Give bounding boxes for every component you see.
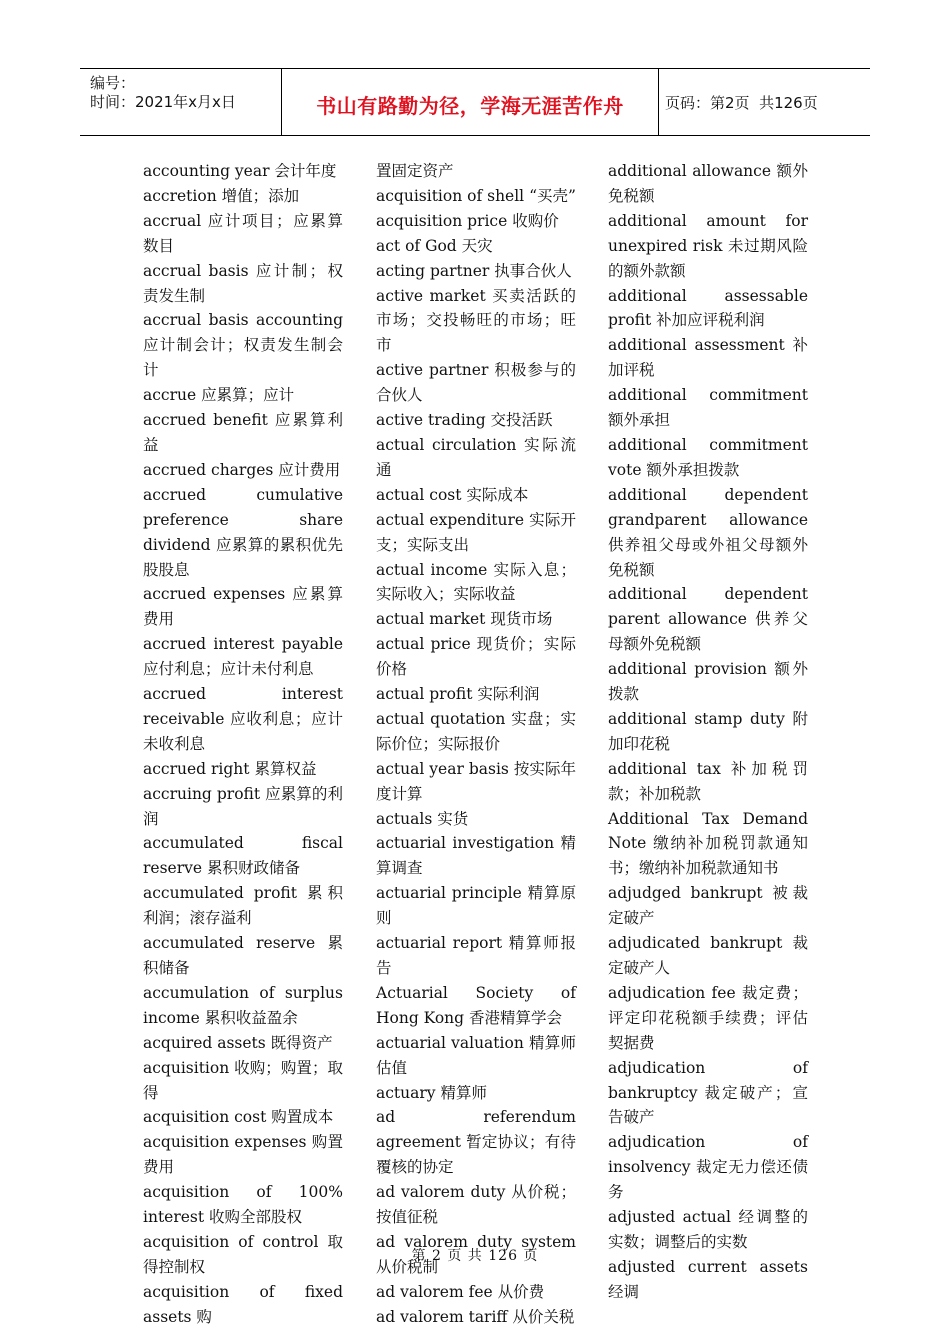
glossary-entry: acquisition 收购；购置；取得 (143, 1058, 343, 1102)
glossary-entry: acquisition of control 取得控制权 (143, 1232, 343, 1276)
glossary-entry: accrued benefit 应累算利益 (143, 411, 343, 454)
glossary-entry: accrue 应累算；应计 (143, 386, 295, 405)
date-label: 时间：2021年x月x日 (90, 93, 236, 111)
glossary-entry: adjudication fee 裁定费；评定印花税额手续费；评估契据费 (608, 983, 808, 1052)
glossary-entry: acquisition expenses 购置费用 (143, 1133, 343, 1177)
glossary-entry: additional provision 额外拨款 (608, 660, 808, 704)
glossary-entry: ad valorem fee 从价费 (376, 1282, 545, 1301)
glossary-entry: accumulated reserve 累积储备 (143, 934, 343, 977)
glossary-entry: adjudication of bankruptcy 裁定破产；宣告破产 (608, 1058, 808, 1127)
glossary-entry: actual expenditure 实际开支；实际支出 (376, 510, 576, 554)
glossary-entry: actuarial investigation 精算调查 (376, 834, 576, 878)
glossary-entry: actuarial valuation 精算师估值 (376, 1033, 576, 1077)
glossary-entry: ad referendum agreement 暂定协议；有待覆核的协定 (376, 1108, 576, 1177)
glossary-entry: accumulated fiscal reserve 累积财政储备 (143, 834, 343, 878)
glossary-column-1 (143, 159, 343, 1330)
page-header (80, 68, 870, 136)
glossary-entry: act of God 天灾 (376, 236, 493, 255)
glossary-entry: accounting year 会计年度 (143, 162, 337, 180)
glossary-entry: accrual basis 应计制；权责发生制 (143, 261, 343, 305)
glossary-entry: actual market 现货市场 (376, 610, 553, 629)
glossary-entry: additional allowance 额外免税额 (608, 162, 808, 205)
glossary-entry: actual year basis 按实际年度计算 (376, 759, 576, 803)
glossary-entry: actuarial principle 精算原则 (376, 884, 576, 928)
glossary-entry: active trading 交投活跃 (376, 411, 553, 430)
glossary-entry: actual cost 实际成本 (376, 485, 529, 504)
header-motto-cell (281, 69, 659, 135)
glossary-entry: accumulation of surplus income 累积收益盈余 (143, 983, 343, 1027)
glossary-entry: adjusted actual 经调整的实数；调整后的实数 (608, 1208, 808, 1251)
glossary-entry: actuary 精算师 (376, 1083, 487, 1102)
glossary-entry: acquisition price 收购价 (376, 211, 559, 230)
glossary-entry: adjudicated bankrupt 裁定破产人 (608, 934, 808, 977)
header-meta (80, 69, 281, 135)
glossary-entry: actual price 现货价；实际价格 (376, 635, 576, 679)
glossary-entry: active market 买卖活跃的市场；交投畅旺的市场；旺市 (376, 286, 576, 355)
glossary-entry: ad valorem duty 从价税；按值征税 (376, 1183, 576, 1227)
glossary-entry: accrued charges 应计费用 (143, 460, 341, 479)
glossary-entry: accrued interest receivable 应收利息；应计未收利息 (143, 685, 343, 753)
glossary-entry: accruing profit 应累算的利润 (143, 784, 343, 828)
glossary-entry: actuarial report 精算师报告 (376, 934, 576, 977)
glossary-entry: actual quotation 实盘；实际价位；实际报价 (376, 709, 576, 753)
glossary-entry: acquisition cost 购置成本 (143, 1108, 334, 1127)
glossary-entry: ad valorem duty system 从价税制 (376, 1232, 576, 1276)
glossary-entry: additional dependent grandparent allowance 供养祖父母或外祖父母额外免税额 (608, 485, 808, 579)
glossary-entry: 置固定资产 (376, 162, 454, 180)
glossary-entry: accretion 增值；添加 (143, 186, 300, 205)
glossary-entry: additional amount for unexpired risk 未过期风险的额外款额 (608, 211, 808, 280)
glossary-entry: acting partner 执事合伙人 (376, 261, 572, 280)
glossary-entry: additional assessable profit 补加应评税利润 (608, 286, 808, 330)
glossary-entry: accumulated profit 累积利润；滚存溢利 (143, 884, 343, 928)
glossary-entry: acquired assets 既得资产 (143, 1033, 333, 1052)
glossary-entry: accrued cumulative preference share dividend 应累算的累积优先股股息 (143, 485, 343, 579)
glossary-entry: ad valorem tariff 从价关税 (376, 1307, 575, 1326)
glossary-entry: additional commitment vote 额外承担拨款 (608, 435, 808, 479)
glossary-entry: Actuarial Society of Hong Kong 香港精算学会 (376, 983, 576, 1027)
glossary-entry: accrued right 累算权益 (143, 759, 317, 778)
code-label: 编号： (90, 74, 136, 92)
motto-text: 书山有路勤为径，学海无涯苦作舟 (316, 93, 624, 118)
glossary-entry: additional commitment 额外承担 (608, 386, 808, 430)
glossary-entry: accrued interest payable 应付利息；应计未付利息 (143, 635, 343, 679)
glossary-column-2 (376, 159, 576, 1330)
glossary-entry: acquisition of shell “买壳” (376, 186, 576, 205)
glossary-entry: acquisition of fixed assets 购 (143, 1282, 343, 1326)
glossary-column-3 (608, 159, 808, 1305)
glossary-entry: accrual 应计项目；应累算数目 (143, 211, 343, 255)
glossary-entry: acquisition of 100% interest 收购全部股权 (143, 1183, 343, 1227)
glossary-entry: actual income 实际入息；实际收入；实际收益 (376, 560, 576, 604)
page-footer: 第 2 页 共 126 页 (411, 1248, 539, 1264)
glossary-entry: additional assessment 补加评税 (608, 336, 808, 380)
glossary-entry: additional tax 补加税罚款；补加税款 (608, 759, 808, 803)
page-label: 页码：第2页 共126页 (665, 93, 818, 112)
glossary-entry: Additional Tax Demand Note 缴纳补加税罚款通知书；缴纳补加税款通知书 (608, 809, 808, 878)
glossary-entry: adjudged bankrupt 被裁定破产 (608, 884, 808, 928)
glossary-entry: adjudication of insolvency 裁定无力偿还债务 (608, 1133, 808, 1202)
glossary-entry: actual circulation 实际流通 (376, 435, 576, 479)
glossary-entry: accrued expenses 应累算费用 (143, 585, 343, 629)
glossary-entry: active partner 积极参与的合伙人 (376, 361, 576, 405)
glossary-entry: actuals 实货 (376, 809, 469, 828)
glossary-entry: additional dependent parent allowance 供养父母额外免税额 (608, 585, 808, 654)
glossary-entry: actual profit 实际利润 (376, 685, 540, 704)
glossary-entry: adjusted current assets 经调 (608, 1257, 808, 1301)
glossary-entry: accrual basis accounting 应计制会计；权责发生制会计 (143, 311, 343, 380)
header-page-info (657, 69, 870, 135)
glossary-entry: additional stamp duty 附加印花税 (608, 709, 808, 753)
